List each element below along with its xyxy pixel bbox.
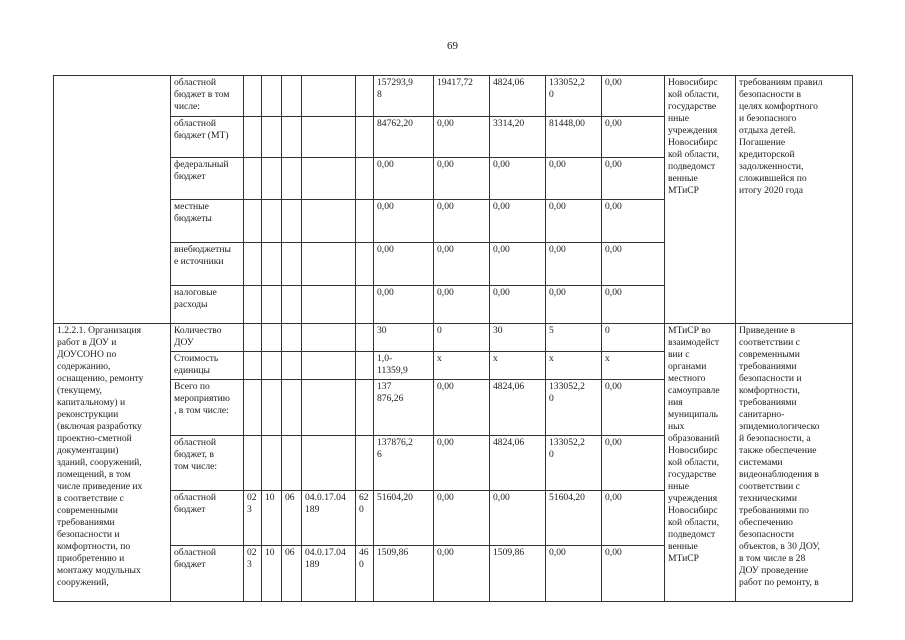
- year-cell: 0,00: [546, 200, 602, 243]
- source-cell: внебюджетны е источники: [171, 243, 244, 286]
- code-cell: [282, 436, 302, 491]
- code-cell: [282, 158, 302, 200]
- total-cell: 137 876,26: [374, 380, 434, 436]
- year-cell: 0,00: [490, 243, 546, 286]
- code-cell: [282, 380, 302, 436]
- year-cell: 0,00: [490, 200, 546, 243]
- year-cell: 4824,06: [490, 380, 546, 436]
- year-cell: 0,00: [602, 200, 665, 243]
- year-cell: 133052,2 0: [546, 76, 602, 117]
- code-cell: [356, 117, 374, 158]
- year-cell: 0: [434, 324, 490, 352]
- source-cell: областной бюджет в том числе:: [171, 76, 244, 117]
- result-cell: Приведение в соответствии с современными требованиями безопасности и комфортности, требованиями санитарно- эпидемиологическо й безопасности, а также обеспечение системами видеонаблюдения в соответствии с техническими требованиями по обеспечению безопасности объектов, в 30 ДОУ, в том числе в 28 ДОУ проведение работ по ремонту, в: [736, 324, 853, 602]
- code-cell: [244, 436, 262, 491]
- executor-cell: МТиСР во взаимодейст вии с органами местного самоуправле ния муниципаль ных образований Новосибирс кой области, государстве нные учреждения Новосибирс кой области, подведомст венные МТиСР: [665, 324, 736, 602]
- executor-cell: Новосибирс кой области, государстве нные учреждения Новосибирс кой области, подведомст венные МТиСР: [665, 76, 736, 324]
- code-cell: [282, 200, 302, 243]
- code-cell: [356, 324, 374, 352]
- year-cell: 0,00: [602, 546, 665, 602]
- code-cell: [302, 352, 356, 380]
- code-cell: [282, 76, 302, 117]
- code-cell: 02 3: [244, 546, 262, 602]
- year-cell: 0,00: [602, 76, 665, 117]
- source-cell: Количество ДОУ: [171, 324, 244, 352]
- code-cell: [244, 200, 262, 243]
- total-cell: 1509,86: [374, 546, 434, 602]
- total-cell: 0,00: [374, 286, 434, 324]
- measure-cell: [54, 76, 171, 324]
- code-cell: 62 0: [356, 491, 374, 546]
- code-cell: [244, 117, 262, 158]
- year-cell: 0,00: [434, 243, 490, 286]
- source-cell: Всего по мероприятию , в том числе:: [171, 380, 244, 436]
- year-cell: 133052,2 0: [546, 436, 602, 491]
- code-cell: [356, 76, 374, 117]
- source-cell: Стоимость единицы: [171, 352, 244, 380]
- code-cell: [282, 286, 302, 324]
- year-cell: х: [546, 352, 602, 380]
- total-cell: 0,00: [374, 200, 434, 243]
- code-cell: [244, 352, 262, 380]
- source-cell: местные бюджеты: [171, 200, 244, 243]
- code-cell: 06: [282, 491, 302, 546]
- year-cell: 4824,06: [490, 76, 546, 117]
- code-cell: [356, 243, 374, 286]
- year-cell: 0,00: [602, 158, 665, 200]
- page-number: 69: [447, 40, 458, 52]
- year-cell: 0,00: [546, 546, 602, 602]
- code-cell: 04.0.17.04 189: [302, 546, 356, 602]
- code-cell: 06: [282, 546, 302, 602]
- code-cell: [282, 243, 302, 286]
- code-cell: [356, 436, 374, 491]
- year-cell: 0,00: [546, 286, 602, 324]
- total-cell: 30: [374, 324, 434, 352]
- source-cell: областной бюджет: [171, 491, 244, 546]
- code-cell: [262, 324, 282, 352]
- year-cell: х: [602, 352, 665, 380]
- code-cell: [282, 117, 302, 158]
- code-cell: [302, 436, 356, 491]
- year-cell: 30: [490, 324, 546, 352]
- table-row: [54, 76, 853, 117]
- code-cell: [356, 380, 374, 436]
- code-cell: [262, 200, 282, 243]
- year-cell: 3314,20: [490, 117, 546, 158]
- total-cell: 157293,9 8: [374, 76, 434, 117]
- year-cell: 0,00: [602, 436, 665, 491]
- year-cell: 0,00: [434, 380, 490, 436]
- year-cell: 0,00: [602, 491, 665, 546]
- total-cell: 84762,20: [374, 117, 434, 158]
- code-cell: [282, 324, 302, 352]
- year-cell: 0,00: [602, 286, 665, 324]
- source-cell: областной бюджет (МТ): [171, 117, 244, 158]
- year-cell: 5: [546, 324, 602, 352]
- code-cell: 10: [262, 491, 282, 546]
- year-cell: 4824,06: [490, 436, 546, 491]
- result-cell: требованиям правил безопасности в целях комфортного и безопасного отдыха детей. Погашение кредиторской задолженности, сложившейся по итогу 2020 года: [736, 76, 853, 324]
- year-cell: 51604,20: [546, 491, 602, 546]
- year-cell: 0,00: [546, 158, 602, 200]
- code-cell: [262, 117, 282, 158]
- source-cell: областной бюджет, в том числе:: [171, 436, 244, 491]
- year-cell: 0,00: [434, 117, 490, 158]
- code-cell: [244, 286, 262, 324]
- total-cell: 1,0- 11359,9: [374, 352, 434, 380]
- year-cell: х: [434, 352, 490, 380]
- table-row: [54, 324, 853, 352]
- code-cell: [244, 324, 262, 352]
- year-cell: 0,00: [434, 200, 490, 243]
- year-cell: 81448,00: [546, 117, 602, 158]
- code-cell: [302, 324, 356, 352]
- code-cell: [262, 352, 282, 380]
- year-cell: 0,00: [490, 286, 546, 324]
- code-cell: [356, 158, 374, 200]
- year-cell: 0,00: [434, 546, 490, 602]
- code-cell: [262, 243, 282, 286]
- code-cell: 04.0.17.04 189: [302, 491, 356, 546]
- code-cell: [302, 380, 356, 436]
- code-cell: [262, 436, 282, 491]
- code-cell: [356, 286, 374, 324]
- code-cell: [282, 352, 302, 380]
- code-cell: [302, 117, 356, 158]
- year-cell: 0,00: [602, 380, 665, 436]
- source-cell: областной бюджет: [171, 546, 244, 602]
- year-cell: 0,00: [490, 158, 546, 200]
- total-cell: 51604,20: [374, 491, 434, 546]
- year-cell: 0,00: [546, 243, 602, 286]
- code-cell: [262, 76, 282, 117]
- measure-cell: 1.2.2.1. Организация работ в ДОУ и ДОУСОНО по содержанию, оснащению, ремонту (текущему, капитальному) и реконструкции (включая разработку проектно-сметной документации) зданий, сооружений, помещений, в том числе приведение их в соответствие с современными требованиями безопасности и комфортности, по приобретению и монтажу модульных сооружений,: [54, 324, 171, 602]
- year-cell: 0,00: [602, 117, 665, 158]
- code-cell: [356, 200, 374, 243]
- code-cell: [356, 352, 374, 380]
- total-cell: 0,00: [374, 158, 434, 200]
- year-cell: 19417,72: [434, 76, 490, 117]
- code-cell: 46 0: [356, 546, 374, 602]
- code-cell: [262, 286, 282, 324]
- year-cell: х: [490, 352, 546, 380]
- year-cell: 0,00: [434, 436, 490, 491]
- year-cell: 133052,2 0: [546, 380, 602, 436]
- code-cell: [244, 243, 262, 286]
- code-cell: [302, 158, 356, 200]
- code-cell: 10: [262, 546, 282, 602]
- total-cell: 137876,2 6: [374, 436, 434, 491]
- total-cell: 0,00: [374, 243, 434, 286]
- source-cell: федеральный бюджет: [171, 158, 244, 200]
- code-cell: [244, 76, 262, 117]
- year-cell: 0,00: [434, 491, 490, 546]
- code-cell: [302, 243, 356, 286]
- source-cell: налоговые расходы: [171, 286, 244, 324]
- year-cell: 0,00: [434, 158, 490, 200]
- code-cell: [244, 158, 262, 200]
- code-cell: [262, 158, 282, 200]
- year-cell: 0: [602, 324, 665, 352]
- code-cell: [244, 380, 262, 436]
- year-cell: 0,00: [434, 286, 490, 324]
- code-cell: [302, 76, 356, 117]
- code-cell: 02 3: [244, 491, 262, 546]
- year-cell: 0,00: [490, 491, 546, 546]
- year-cell: 1509,86: [490, 546, 546, 602]
- code-cell: [302, 200, 356, 243]
- budget-table: [53, 75, 853, 602]
- code-cell: [302, 286, 356, 324]
- year-cell: 0,00: [602, 243, 665, 286]
- code-cell: [262, 380, 282, 436]
